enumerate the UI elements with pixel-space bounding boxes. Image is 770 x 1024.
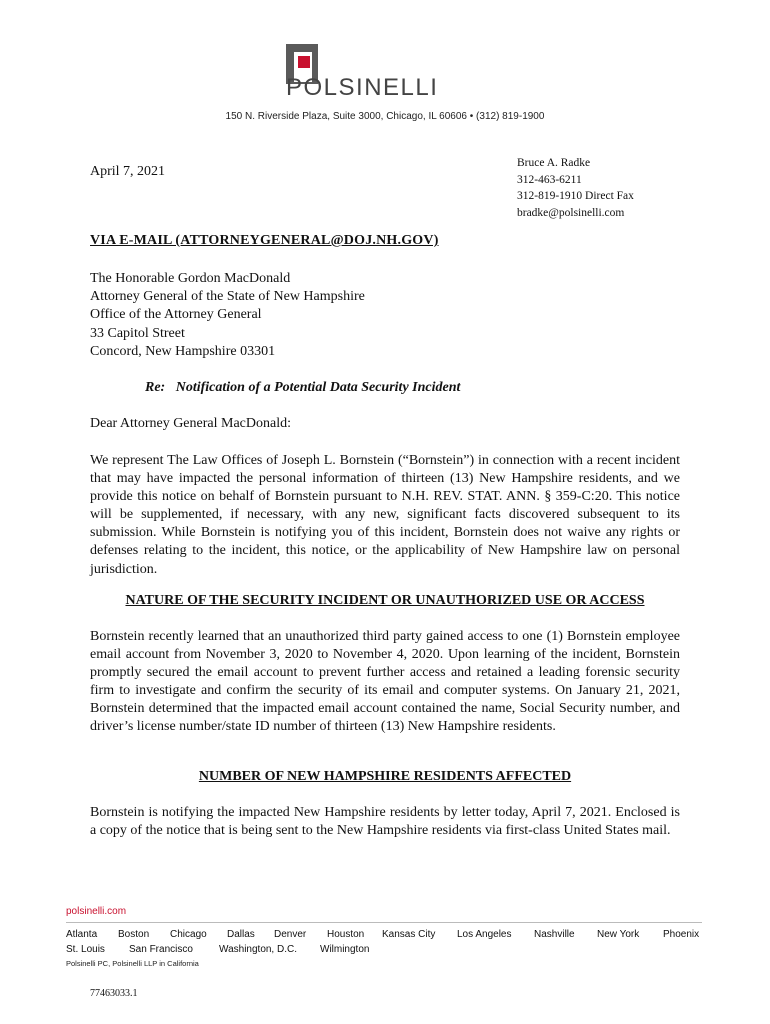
paragraph-residents: Bornstein is notifying the impacted New Hampshire residents by letter today, April 7, 2021. Enclosed is a copy of the notice that is being sent to the New Hampshire residents via first-class United States mail. <box>90 805 680 839</box>
sender-email: bradke@polsinelli.com <box>517 206 625 219</box>
paragraph-intro: We represent The Law Offices of Joseph L. Bornstein (“Bornstein”) in connection with a recent incident that may have impacted the personal information of thirteen (13) New Hampshire residents, and we provide this notice on behalf of Bornstein pursuant to N.H. REV. STAT. ANN. § 359-C:20. This notice will be supplemented, if necessary, with any new, significant facts discovered subsequent to its submission. While Bornstein is notifying you of this incident, Bornstein does not waive any rights or defenses relating to the incident, this notice, or the applicability of New Hampshire law on personal jurisdiction. <box>90 453 680 577</box>
footer-website: polsinelli.com <box>66 906 127 917</box>
paragraph-nature: Bornstein recently learned that an unauthorized third party gained access to one (1) Bornstein employee email account from November 3, 2020 to November 4, 2020. Upon learning of the incident, Bornstein promptly secured the email account to prevent further access and retained a leading forensic security firm to investigate and confirm the security of its email and computer systems. On January 21, 2021, Bornstein determined that the impacted email account contained the name, Social Security number, and driver’s license number/state ID number of thirteen (13) New Hampshire residents. <box>90 629 680 735</box>
addressee-line: Attorney General of the State of New Hampshire <box>90 289 365 305</box>
office-city: New York <box>597 929 640 940</box>
sender-fax: 312-819-1910 Direct Fax <box>517 190 634 202</box>
delivery-method: VIA E-MAIL (ATTORNEYGENERAL@DOJ.NH.GOV) <box>90 233 439 248</box>
subject-text: Notification of a Potential Data Security Incident <box>175 380 461 395</box>
firm-address: 150 N. Riverside Plaza, Suite 3000, Chicago, IL 60606 • (312) 819-1900 <box>225 111 545 122</box>
addressee-line: The Honorable Gordon MacDonald <box>90 271 291 286</box>
addressee-line: 33 Capitol Street <box>90 325 185 341</box>
addressee-line: Office of the Attorney General <box>90 307 262 323</box>
office-city: Houston <box>327 929 365 940</box>
office-city: Boston <box>118 929 150 940</box>
footer-legal-entity: Polsinelli PC, Polsinelli LLP in California <box>66 959 199 968</box>
addressee-line: Concord, New Hampshire 03301 <box>90 343 276 359</box>
section-heading-nature: NATURE OF THE SECURITY INCIDENT OR UNAUTHORIZED USE OR ACCESS <box>125 593 645 608</box>
sender-name: Bruce A. Radke <box>517 157 591 169</box>
polsinelli-logo <box>286 44 486 104</box>
office-city: San Francisco <box>129 944 193 955</box>
office-city: Denver <box>274 929 307 940</box>
subject-line <box>145 380 460 396</box>
addressee-block <box>90 270 365 361</box>
office-city: Los Angeles <box>457 929 512 940</box>
letter-date: April 7, 2021 <box>90 164 166 179</box>
subject-label: Re: <box>145 380 166 395</box>
sender-block <box>517 155 634 221</box>
office-city: Phoenix <box>663 929 700 940</box>
section-heading-residents: NUMBER OF NEW HAMPSHIRE RESIDENTS AFFECTED <box>198 769 572 784</box>
office-city: Nashville <box>534 929 575 940</box>
sender-phone: 312-463-6211 <box>517 173 582 186</box>
footer-divider <box>66 922 702 923</box>
office-city: St. Louis <box>66 944 105 955</box>
office-city: Atlanta <box>66 929 98 940</box>
office-city: Wilmington <box>320 944 370 955</box>
office-city: Washington, D.C. <box>219 944 297 955</box>
document-number: 77463033.1 <box>90 988 138 999</box>
salutation: Dear Attorney General MacDonald: <box>90 416 291 431</box>
office-city: Kansas City <box>382 929 436 940</box>
office-city: Dallas <box>227 929 255 940</box>
office-city: Chicago <box>170 929 207 940</box>
logo-text: POLSINELLI <box>286 74 439 101</box>
